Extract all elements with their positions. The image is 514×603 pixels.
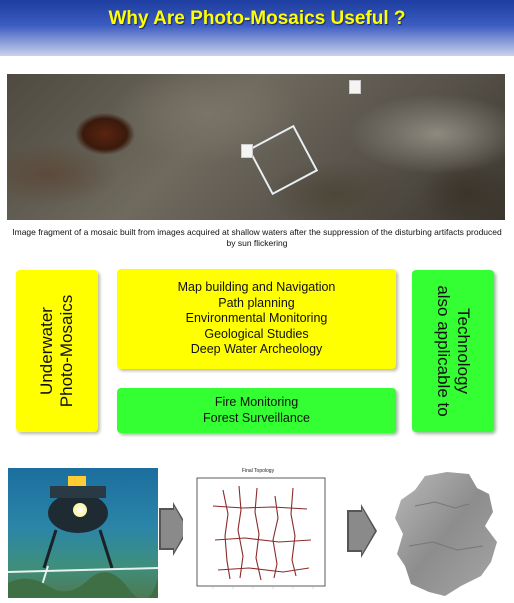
survey-quadrat: [248, 125, 318, 195]
arrow-right-icon: [347, 504, 377, 558]
header-banner: [0, 0, 514, 56]
mosaic-image: [7, 74, 505, 220]
target-marker: [349, 80, 361, 94]
page-title: Why Are Photo-Mosaics Useful ?: [108, 8, 406, 29]
resulting-mosaic: [385, 466, 505, 598]
trajectory-figure: [183, 466, 333, 598]
left-box-line2: Photo-Mosaics: [57, 294, 76, 408]
underwater-photo-mosaics-box: [16, 270, 98, 432]
underwater-robot-photo: [8, 468, 158, 598]
application-item: Forest Surveillance: [203, 410, 310, 425]
application-item: Map building and Navigation: [177, 280, 336, 295]
right-box-line2: also applicable to: [434, 285, 453, 417]
underwater-robot-illustration: [8, 468, 158, 598]
application-item: Environmental Monitoring: [185, 311, 328, 326]
left-box-line1: Underwater: [37, 307, 56, 395]
application-item: Path planning: [218, 295, 295, 310]
right-box-line1: Technology: [454, 307, 473, 394]
mosaic-outline-figure: [385, 466, 505, 598]
application-item: Deep Water Archeology: [190, 342, 323, 357]
plot-title: Final Topology: [241, 468, 275, 474]
other-applications-box: [117, 388, 396, 433]
applications-box: [117, 269, 396, 369]
application-item: Fire Monitoring: [214, 395, 299, 409]
technology-applicable-box: [412, 270, 494, 432]
application-item: Geological Studies: [204, 326, 309, 341]
trajectory-plot: [183, 466, 333, 598]
mosaic-caption: Image fragment of a mosaic built from images acquired at shallow waters after the suppression of the disturbing artifacts produced by sun flickering: [12, 227, 502, 248]
target-marker: [241, 144, 253, 158]
